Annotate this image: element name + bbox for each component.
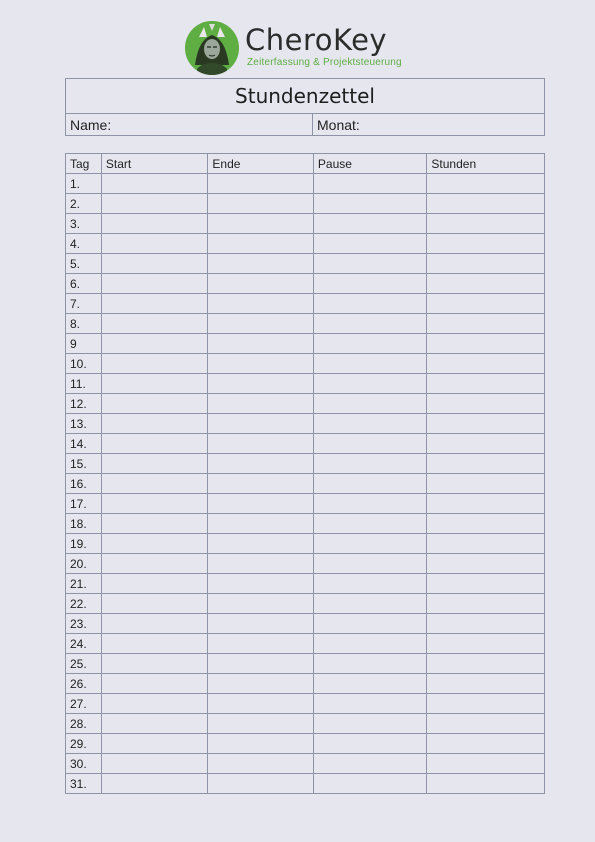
ende-cell[interactable] — [208, 374, 314, 394]
stunden-cell[interactable] — [427, 334, 545, 354]
start-cell[interactable] — [101, 214, 207, 234]
start-cell[interactable] — [101, 754, 207, 774]
stunden-cell[interactable] — [427, 414, 545, 434]
stunden-cell[interactable] — [427, 694, 545, 714]
table-row — [66, 394, 545, 414]
native-chief-portrait-icon — [185, 21, 239, 75]
pause-cell[interactable] — [313, 474, 427, 494]
ende-cell[interactable] — [208, 574, 314, 594]
pause-cell[interactable] — [313, 454, 427, 474]
table-row — [66, 774, 545, 794]
stunden-cell[interactable] — [427, 654, 545, 674]
ende-cell[interactable] — [208, 274, 314, 294]
table-row — [66, 314, 545, 334]
table-row — [66, 574, 545, 594]
start-cell[interactable] — [101, 194, 207, 214]
ende-cell[interactable] — [208, 314, 314, 334]
table-row — [66, 354, 545, 374]
table-row — [66, 334, 545, 354]
start-cell[interactable] — [101, 354, 207, 374]
stunden-cell[interactable] — [427, 754, 545, 774]
day-number: 18. — [66, 514, 102, 534]
ende-cell[interactable] — [208, 354, 314, 374]
pause-cell[interactable] — [313, 734, 427, 754]
day-number: 15. — [66, 454, 102, 474]
day-number: 12. — [66, 394, 102, 414]
stunden-cell[interactable] — [427, 234, 545, 254]
table-row — [66, 414, 545, 434]
day-number: 3. — [66, 214, 102, 234]
day-number: 28. — [66, 714, 102, 734]
table-row — [66, 494, 545, 514]
start-cell[interactable] — [101, 594, 207, 614]
ende-cell[interactable] — [208, 394, 314, 414]
ende-cell[interactable] — [208, 174, 314, 194]
table-row — [66, 654, 545, 674]
ende-cell[interactable] — [208, 614, 314, 634]
stunden-cell[interactable] — [427, 354, 545, 374]
start-cell[interactable] — [101, 734, 207, 754]
day-number: 14. — [66, 434, 102, 454]
day-number: 22. — [66, 594, 102, 614]
day-number: 30. — [66, 754, 102, 774]
day-number: 1. — [66, 174, 102, 194]
day-number: 19. — [66, 534, 102, 554]
ende-cell[interactable] — [208, 714, 314, 734]
day-number: 24. — [66, 634, 102, 654]
start-cell[interactable] — [101, 434, 207, 454]
table-row — [66, 254, 545, 274]
column-header-stunden: Stunden — [427, 154, 545, 174]
pause-cell[interactable] — [313, 254, 427, 274]
table-row — [66, 754, 545, 774]
start-cell[interactable] — [101, 694, 207, 714]
header-table — [65, 78, 545, 136]
day-number: 7. — [66, 294, 102, 314]
stunden-cell[interactable] — [427, 274, 545, 294]
pause-cell[interactable] — [313, 514, 427, 534]
table-row — [66, 194, 545, 214]
ende-cell[interactable] — [208, 554, 314, 574]
pause-cell[interactable] — [313, 334, 427, 354]
pause-cell[interactable] — [313, 574, 427, 594]
ende-cell[interactable] — [208, 454, 314, 474]
day-number: 31. — [66, 774, 102, 794]
ende-cell[interactable] — [208, 194, 314, 214]
ende-cell[interactable] — [208, 254, 314, 274]
stunden-cell[interactable] — [427, 594, 545, 614]
start-cell[interactable] — [101, 174, 207, 194]
column-header-ende: Ende — [208, 154, 314, 174]
day-number: 4. — [66, 234, 102, 254]
pause-cell[interactable] — [313, 694, 427, 714]
start-cell[interactable] — [101, 394, 207, 414]
start-cell[interactable] — [101, 254, 207, 274]
ende-cell[interactable] — [208, 334, 314, 354]
table-row — [66, 274, 545, 294]
name-field[interactable]: Name: — [66, 114, 313, 136]
stunden-cell[interactable] — [427, 194, 545, 214]
ende-cell[interactable] — [208, 234, 314, 254]
ende-cell[interactable] — [208, 474, 314, 494]
column-header-pause: Pause — [313, 154, 427, 174]
pause-cell[interactable] — [313, 494, 427, 514]
ende-cell[interactable] — [208, 214, 314, 234]
table-row — [66, 734, 545, 754]
table-row — [66, 514, 545, 534]
pause-cell[interactable] — [313, 214, 427, 234]
pause-cell[interactable] — [313, 274, 427, 294]
ende-cell[interactable] — [208, 674, 314, 694]
day-number: 21. — [66, 574, 102, 594]
ende-cell[interactable] — [208, 694, 314, 714]
ende-cell[interactable] — [208, 434, 314, 454]
start-cell[interactable] — [101, 554, 207, 574]
stunden-cell[interactable] — [427, 714, 545, 734]
pause-cell[interactable] — [313, 554, 427, 574]
column-header-start: Start — [101, 154, 207, 174]
pause-cell[interactable] — [313, 614, 427, 634]
start-cell[interactable] — [101, 674, 207, 694]
start-cell[interactable] — [101, 614, 207, 634]
pause-cell[interactable] — [313, 414, 427, 434]
timesheet-table — [65, 153, 545, 794]
table-body — [66, 174, 545, 794]
table-row — [66, 534, 545, 554]
ende-cell[interactable] — [208, 414, 314, 434]
pause-cell[interactable] — [313, 314, 427, 334]
stunden-cell[interactable] — [427, 774, 545, 794]
stunden-cell[interactable] — [427, 174, 545, 194]
ende-cell[interactable] — [208, 294, 314, 314]
pause-cell[interactable] — [313, 634, 427, 654]
start-cell[interactable] — [101, 714, 207, 734]
day-number: 2. — [66, 194, 102, 214]
day-number: 10. — [66, 354, 102, 374]
stunden-cell[interactable] — [427, 634, 545, 654]
pause-cell[interactable] — [313, 434, 427, 454]
pause-cell[interactable] — [313, 354, 427, 374]
day-number: 16. — [66, 474, 102, 494]
start-cell[interactable] — [101, 534, 207, 554]
stunden-cell[interactable] — [427, 514, 545, 534]
stunden-cell[interactable] — [427, 374, 545, 394]
table-row — [66, 714, 545, 734]
day-number: 13. — [66, 414, 102, 434]
stunden-cell[interactable] — [427, 554, 545, 574]
start-cell[interactable] — [101, 514, 207, 534]
pause-cell[interactable] — [313, 374, 427, 394]
day-number: 8. — [66, 314, 102, 334]
stunden-cell[interactable] — [427, 574, 545, 594]
pause-cell[interactable] — [313, 774, 427, 794]
table-row — [66, 454, 545, 474]
stunden-cell[interactable] — [427, 734, 545, 754]
day-number: 26. — [66, 674, 102, 694]
table-row — [66, 634, 545, 654]
ende-cell[interactable] — [208, 534, 314, 554]
ende-cell[interactable] — [208, 494, 314, 514]
table-row — [66, 694, 545, 714]
ende-cell[interactable] — [208, 754, 314, 774]
table-row — [66, 554, 545, 574]
day-number: 5. — [66, 254, 102, 274]
stunden-cell[interactable] — [427, 314, 545, 334]
table-row — [66, 434, 545, 454]
table-row — [66, 614, 545, 634]
stunden-cell[interactable] — [427, 614, 545, 634]
start-cell[interactable] — [101, 314, 207, 334]
start-cell[interactable] — [101, 454, 207, 474]
table-row — [66, 174, 545, 194]
table-row — [66, 214, 545, 234]
stunden-cell[interactable] — [427, 394, 545, 414]
pause-cell[interactable] — [313, 714, 427, 734]
day-number: 11. — [66, 374, 102, 394]
stunden-cell[interactable] — [427, 534, 545, 554]
day-number: 20. — [66, 554, 102, 574]
day-number: 6. — [66, 274, 102, 294]
pause-cell[interactable] — [313, 174, 427, 194]
stunden-cell[interactable] — [427, 674, 545, 694]
pause-cell[interactable] — [313, 674, 427, 694]
day-number: 17. — [66, 494, 102, 514]
table-row — [66, 294, 545, 314]
table-row — [66, 594, 545, 614]
start-cell[interactable] — [101, 654, 207, 674]
day-number: 23. — [66, 614, 102, 634]
stunden-cell[interactable] — [427, 494, 545, 514]
stunden-cell[interactable] — [427, 254, 545, 274]
start-cell[interactable] — [101, 234, 207, 254]
table-row — [66, 674, 545, 694]
start-cell[interactable] — [101, 574, 207, 594]
start-cell[interactable] — [101, 474, 207, 494]
ende-cell[interactable] — [208, 514, 314, 534]
pause-cell[interactable] — [313, 394, 427, 414]
start-cell[interactable] — [101, 494, 207, 514]
pause-cell[interactable] — [313, 594, 427, 614]
column-header-tag: Tag — [66, 154, 102, 174]
month-field[interactable]: Monat: — [313, 114, 545, 136]
pause-cell[interactable] — [313, 194, 427, 214]
stunden-cell[interactable] — [427, 454, 545, 474]
ende-cell[interactable] — [208, 774, 314, 794]
pause-cell[interactable] — [313, 294, 427, 314]
stunden-cell[interactable] — [427, 434, 545, 454]
table-row — [66, 234, 545, 254]
start-cell[interactable] — [101, 774, 207, 794]
stunden-cell[interactable] — [427, 294, 545, 314]
pause-cell[interactable] — [313, 754, 427, 774]
ende-cell[interactable] — [208, 594, 314, 614]
ende-cell[interactable] — [208, 634, 314, 654]
ende-cell[interactable] — [208, 734, 314, 754]
table-row — [66, 474, 545, 494]
brand-name: CheroKey — [245, 23, 388, 57]
ende-cell[interactable] — [208, 654, 314, 674]
cherokey-logo — [185, 21, 415, 75]
table-row — [66, 374, 545, 394]
day-number: 29. — [66, 734, 102, 754]
brand-tagline: Zeiterfassung & Projektsteuerung — [247, 57, 402, 68]
pause-cell[interactable] — [313, 534, 427, 554]
start-cell[interactable] — [101, 294, 207, 314]
start-cell[interactable] — [101, 374, 207, 394]
stunden-cell[interactable] — [427, 214, 545, 234]
start-cell[interactable] — [101, 274, 207, 294]
pause-cell[interactable] — [313, 234, 427, 254]
stunden-cell[interactable] — [427, 474, 545, 494]
start-cell[interactable] — [101, 414, 207, 434]
start-cell[interactable] — [101, 634, 207, 654]
day-number: 25. — [66, 654, 102, 674]
start-cell[interactable] — [101, 334, 207, 354]
day-number: 27. — [66, 694, 102, 714]
day-number: 9 — [66, 334, 102, 354]
page-title: Stundenzettel — [66, 79, 545, 114]
pause-cell[interactable] — [313, 654, 427, 674]
table-header-row — [66, 154, 545, 174]
